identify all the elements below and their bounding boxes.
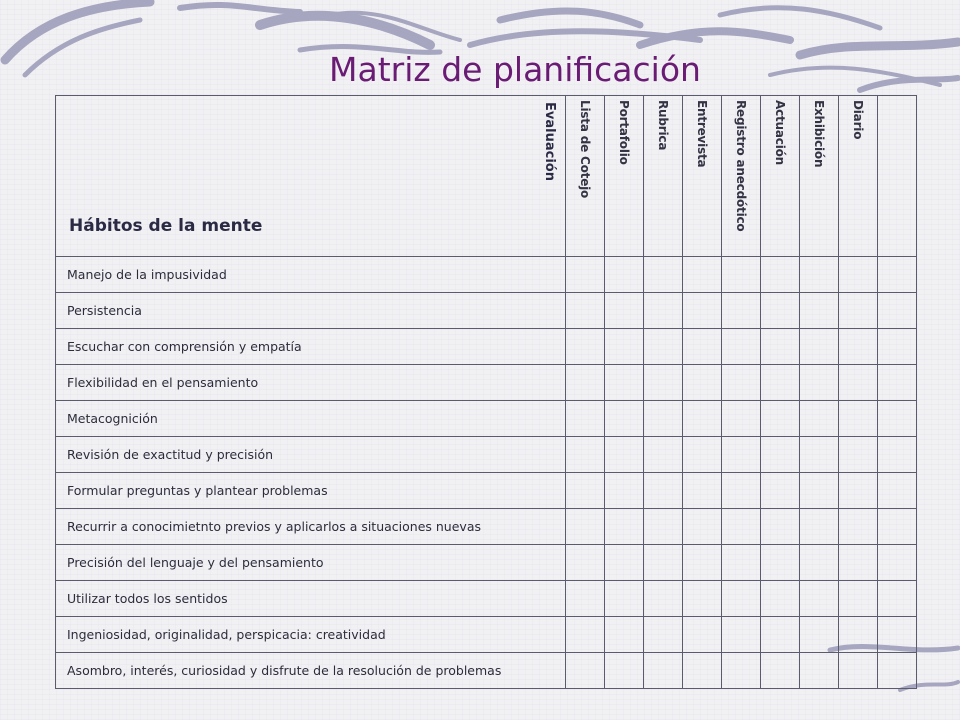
table-cell bbox=[605, 509, 644, 545]
habit-label: Formular preguntas y plantear problemas bbox=[56, 473, 566, 509]
table-cell bbox=[839, 581, 878, 617]
table-cell bbox=[566, 437, 605, 473]
planning-matrix-table bbox=[55, 95, 917, 689]
table-cell bbox=[878, 257, 917, 293]
table-cell bbox=[644, 401, 683, 437]
table-cell bbox=[722, 329, 761, 365]
table-cell bbox=[722, 293, 761, 329]
column-header: Exhibición bbox=[800, 96, 839, 257]
table-cell bbox=[683, 545, 722, 581]
table-cell bbox=[683, 257, 722, 293]
table-row bbox=[56, 329, 917, 365]
table-cell bbox=[683, 329, 722, 365]
table-cell bbox=[644, 581, 683, 617]
table-cell bbox=[644, 257, 683, 293]
table-cell bbox=[722, 653, 761, 689]
table-cell bbox=[683, 437, 722, 473]
table-cell bbox=[800, 653, 839, 689]
table-cell bbox=[566, 617, 605, 653]
table-cell bbox=[566, 653, 605, 689]
table-row bbox=[56, 545, 917, 581]
habit-label: Manejo de la impusividad bbox=[56, 257, 566, 293]
table-cell bbox=[878, 293, 917, 329]
table-row bbox=[56, 473, 917, 509]
table-cell bbox=[878, 329, 917, 365]
column-header: Entrevista bbox=[683, 96, 722, 257]
table-row bbox=[56, 653, 917, 689]
table-cell bbox=[722, 617, 761, 653]
table-cell bbox=[566, 509, 605, 545]
table-cell bbox=[878, 545, 917, 581]
table-cell bbox=[683, 365, 722, 401]
table-row bbox=[56, 509, 917, 545]
table-cell bbox=[839, 653, 878, 689]
table-cell bbox=[644, 437, 683, 473]
table-row bbox=[56, 401, 917, 437]
column-header: Rubrica bbox=[644, 96, 683, 257]
table-cell bbox=[644, 509, 683, 545]
table-cell bbox=[839, 437, 878, 473]
table-cell bbox=[800, 509, 839, 545]
table-cell bbox=[800, 293, 839, 329]
table-header-row bbox=[56, 96, 917, 257]
table-cell bbox=[722, 545, 761, 581]
table-cell bbox=[683, 473, 722, 509]
table-cell bbox=[761, 329, 800, 365]
table-row bbox=[56, 581, 917, 617]
column-header: Diario bbox=[839, 96, 878, 257]
table-row bbox=[56, 437, 917, 473]
table-cell bbox=[761, 617, 800, 653]
table-cell bbox=[878, 617, 917, 653]
table-cell bbox=[761, 653, 800, 689]
table-cell bbox=[605, 257, 644, 293]
habit-label: Escuchar con comprensión y empatía bbox=[56, 329, 566, 365]
table-cell bbox=[683, 401, 722, 437]
table-cell bbox=[761, 473, 800, 509]
column-header: Registro anecdótico bbox=[722, 96, 761, 257]
table-body bbox=[56, 257, 917, 689]
table-row bbox=[56, 617, 917, 653]
table-cell bbox=[644, 473, 683, 509]
table-cell bbox=[605, 581, 644, 617]
table-cell bbox=[839, 329, 878, 365]
table-cell bbox=[878, 473, 917, 509]
table-cell bbox=[605, 329, 644, 365]
table-cell bbox=[566, 257, 605, 293]
table-cell bbox=[878, 365, 917, 401]
table-cell bbox=[800, 545, 839, 581]
table-cell bbox=[566, 401, 605, 437]
table-cell bbox=[644, 293, 683, 329]
column-header: Lista de Cotejo bbox=[566, 96, 605, 257]
table-cell bbox=[605, 293, 644, 329]
habit-label: Recurrir a conocimietnto previos y aplicarlos a situaciones nuevas bbox=[56, 509, 566, 545]
habits-header: Hábitos de la mente bbox=[69, 216, 263, 236]
corner-header-cell bbox=[56, 96, 566, 257]
table-cell bbox=[644, 653, 683, 689]
table-cell bbox=[839, 545, 878, 581]
habit-label: Flexibilidad en el pensamiento bbox=[56, 365, 566, 401]
habit-label: Asombro, interés, curiosidad y disfrute de la resolución de problemas bbox=[56, 653, 566, 689]
table-cell bbox=[839, 509, 878, 545]
table-cell bbox=[644, 329, 683, 365]
habit-label: Revisión de exactitud y precisión bbox=[56, 437, 566, 473]
table-cell bbox=[878, 401, 917, 437]
table-cell bbox=[722, 581, 761, 617]
table-cell bbox=[683, 653, 722, 689]
table-cell bbox=[800, 581, 839, 617]
table-cell bbox=[605, 473, 644, 509]
table-cell bbox=[722, 437, 761, 473]
table-cell bbox=[566, 329, 605, 365]
table-cell bbox=[839, 617, 878, 653]
table-cell bbox=[761, 365, 800, 401]
table-cell bbox=[878, 437, 917, 473]
habit-label: Utilizar todos los sentidos bbox=[56, 581, 566, 617]
evaluation-header: Evaluación bbox=[542, 102, 557, 181]
table-cell bbox=[839, 401, 878, 437]
table-row bbox=[56, 257, 917, 293]
table-cell bbox=[761, 437, 800, 473]
table-cell bbox=[800, 617, 839, 653]
table-cell bbox=[800, 257, 839, 293]
habit-label: Metacognición bbox=[56, 401, 566, 437]
table-cell bbox=[644, 365, 683, 401]
table-cell bbox=[644, 545, 683, 581]
table-cell bbox=[878, 509, 917, 545]
table-cell bbox=[722, 401, 761, 437]
table-cell bbox=[800, 473, 839, 509]
table-cell bbox=[878, 581, 917, 617]
table-cell bbox=[605, 437, 644, 473]
table-cell bbox=[566, 581, 605, 617]
table-cell bbox=[800, 329, 839, 365]
table-cell bbox=[722, 257, 761, 293]
table-cell bbox=[761, 293, 800, 329]
table-cell bbox=[605, 653, 644, 689]
table-cell bbox=[761, 545, 800, 581]
column-header: Actuación bbox=[761, 96, 800, 257]
table-cell bbox=[839, 257, 878, 293]
habit-label: Persistencia bbox=[56, 293, 566, 329]
slide-title: Matriz de planificación bbox=[329, 50, 701, 89]
table-cell bbox=[566, 545, 605, 581]
table-cell bbox=[605, 545, 644, 581]
table-cell bbox=[761, 401, 800, 437]
habit-label: Precisión del lenguaje y del pensamiento bbox=[56, 545, 566, 581]
column-header bbox=[878, 96, 917, 257]
table-cell bbox=[683, 581, 722, 617]
table-cell bbox=[605, 365, 644, 401]
table-cell bbox=[761, 509, 800, 545]
table-cell bbox=[839, 293, 878, 329]
table-cell bbox=[839, 473, 878, 509]
table-row bbox=[56, 293, 917, 329]
table-cell bbox=[605, 617, 644, 653]
table-row bbox=[56, 365, 917, 401]
table-cell bbox=[761, 257, 800, 293]
table-cell bbox=[722, 365, 761, 401]
table-cell bbox=[800, 401, 839, 437]
habit-label: Ingeniosidad, originalidad, perspicacia: creatividad bbox=[56, 617, 566, 653]
table-cell bbox=[683, 617, 722, 653]
column-header: Portafolio bbox=[605, 96, 644, 257]
table-cell bbox=[722, 509, 761, 545]
table-cell bbox=[566, 293, 605, 329]
table-cell bbox=[761, 581, 800, 617]
table-cell bbox=[566, 473, 605, 509]
table-cell bbox=[839, 365, 878, 401]
table-cell bbox=[644, 617, 683, 653]
table-cell bbox=[683, 293, 722, 329]
table-cell bbox=[722, 473, 761, 509]
table-cell bbox=[800, 437, 839, 473]
table-cell bbox=[800, 365, 839, 401]
table-cell bbox=[605, 401, 644, 437]
table-cell bbox=[566, 365, 605, 401]
table-cell bbox=[878, 653, 917, 689]
table-cell bbox=[683, 509, 722, 545]
